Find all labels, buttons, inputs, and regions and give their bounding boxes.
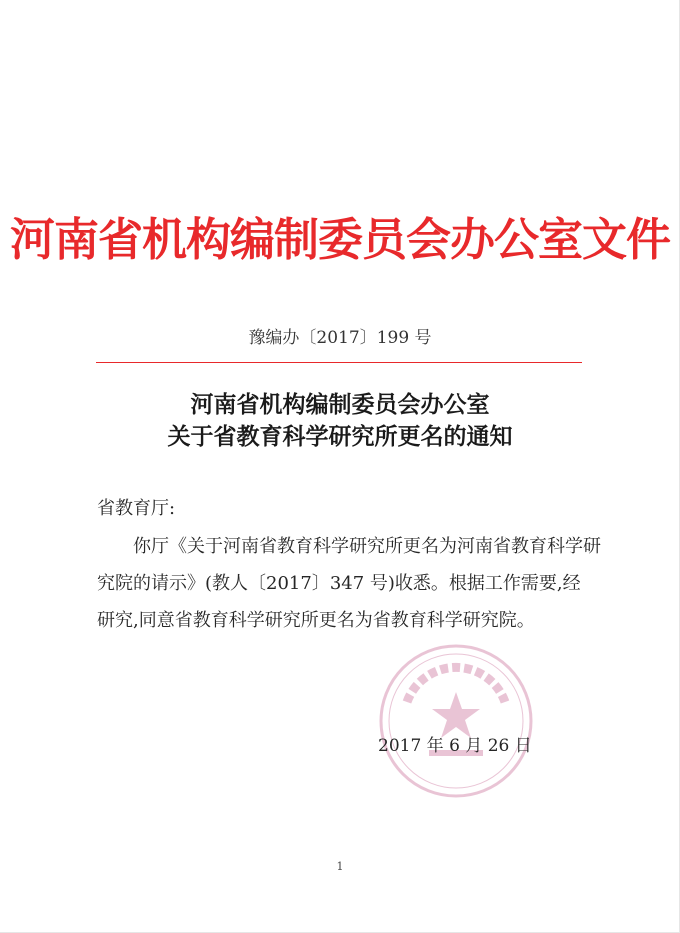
- notice-title: [0, 389, 680, 453]
- notice-title-line-2: 关于省教育科学研究所更名的通知: [167, 424, 513, 450]
- official-seal-icon: [377, 642, 535, 800]
- body-line-2: 究院的请示》(教人〔2017〕347 号)收悉。根据工作需要,经: [97, 573, 581, 594]
- notice-title-line-1: 河南省机构编制委员会办公室: [190, 392, 490, 418]
- red-divider-line: [96, 362, 582, 363]
- document-header-title: 河南省机构编制委员会办公室文件: [9, 213, 670, 266]
- notice-body: [97, 528, 601, 639]
- addressee: 省教育厅:: [97, 498, 176, 519]
- page-number: 1: [336, 860, 344, 873]
- body-line-1: 你厅《关于河南省教育科学研究所更名为河南省教育科学研: [133, 536, 601, 557]
- body-line-3: 研究,同意省教育科学研究所更名为省教育科学研究院。: [97, 610, 535, 631]
- issue-date: 2017 年 6 月 26 日: [378, 736, 532, 756]
- document-number: 豫编办〔2017〕199 号: [248, 328, 432, 348]
